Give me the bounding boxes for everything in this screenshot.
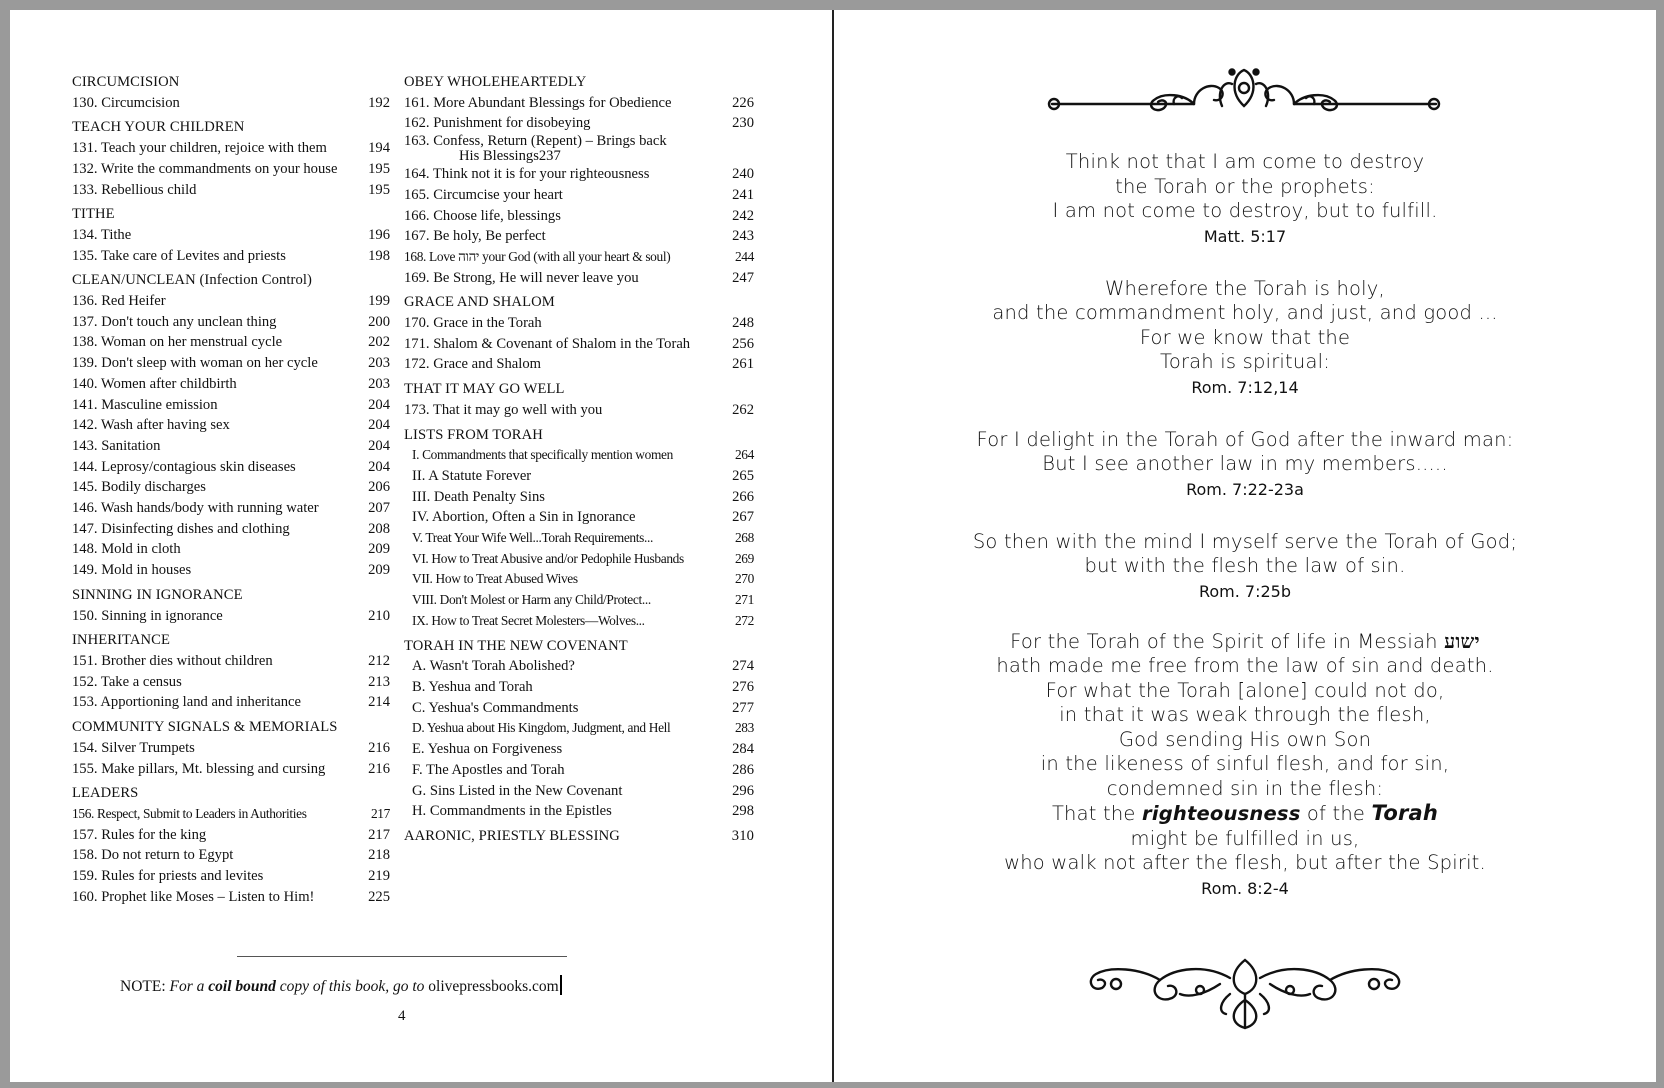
entry-title: 148. Mold in cloth (72, 541, 181, 558)
entry-title: III. Death Penalty Sins (412, 488, 545, 505)
page-ref: 267 (732, 509, 754, 526)
page-ref: 202 (368, 334, 390, 351)
toc-entry[interactable] (404, 206, 754, 227)
note-italic-2: copy of this book, go to (275, 978, 429, 995)
toc-entry[interactable] (404, 445, 754, 466)
toc-entry[interactable] (72, 138, 390, 159)
toc-section-heading[interactable]: AARONIC, PRIESTLY BLESSING 310 (404, 826, 754, 847)
verse-line: God sending His own Son (1118, 727, 1372, 751)
verse-line: For I delight in the Torah of God after the inward man: (976, 427, 1514, 451)
entry-title: 150. Sinning in ignorance (72, 607, 223, 624)
page-ref: 206 (368, 479, 390, 496)
page-ref: 230 (732, 115, 754, 132)
toc-section-heading: COMMUNITY SIGNALS & MEMORIALS (72, 719, 338, 736)
entry-title: 164. Think not it is for your righteousness (404, 166, 650, 183)
page-ref: 199 (368, 293, 390, 310)
toc-entry[interactable] (72, 825, 390, 846)
toc-entry[interactable] (72, 519, 390, 540)
toc-entry[interactable] (72, 246, 390, 267)
page-ref: 265 (732, 467, 754, 484)
page-ref: 216 (368, 760, 390, 777)
toc-entry[interactable] (72, 692, 390, 713)
entry-title: 143. Sanitation (72, 437, 161, 454)
page-ref: 242 (732, 207, 754, 224)
page-ref: 198 (368, 247, 390, 264)
page-ref: 196 (368, 226, 390, 243)
entry-title: 165. Circumcise your heart (404, 186, 563, 203)
toc-entry[interactable] (72, 477, 390, 498)
entry-title: 144. Leprosy/contagious skin diseases (72, 458, 296, 475)
entry-title: 158. Do not return to Egypt (72, 847, 234, 864)
toc-entry[interactable] (404, 487, 754, 508)
page-ref: 226 (732, 94, 754, 111)
toc-entry[interactable] (72, 415, 390, 436)
page-ref: 283 (734, 720, 754, 736)
toc-entry[interactable] (404, 334, 754, 355)
toc-entry[interactable] (404, 656, 754, 677)
toc-entry[interactable] (404, 268, 754, 289)
toc-entry[interactable] (72, 672, 390, 693)
entry-title: 146. Wash hands/body with running water (72, 500, 319, 517)
page-ref: 195 (368, 160, 390, 177)
page-ref: 204 (368, 396, 390, 413)
toc-section-heading: CIRCUMCISION (72, 74, 180, 90)
toc-entry[interactable] (404, 164, 754, 185)
toc-section-heading: TORAH IN THE NEW COVENANT (404, 637, 628, 654)
verse-block (834, 150, 1656, 249)
toc-entry[interactable] (72, 651, 390, 672)
page-ref: 272 (734, 612, 754, 628)
entry-title: 169. Be Strong, He will never leave you (404, 269, 639, 286)
verse-reference: Rom. 7:22-23a (1186, 479, 1304, 499)
bottom-ornament-icon (1080, 954, 1410, 1032)
entry-title: 137. Don't touch any unclean thing (72, 313, 277, 330)
verse-line: in that it was weak through the flesh, (1059, 703, 1431, 726)
verse-line: who walk not after the flesh, but after the Spirit. (1004, 851, 1486, 874)
hebrew-name: ישוע (1444, 629, 1480, 653)
toc-entry[interactable] (404, 226, 754, 247)
toc-section-heading: TEACH YOUR CHILDREN (72, 119, 245, 136)
verse-line: I am not come to destroy, but to fulfill. (1052, 199, 1438, 222)
entry-title: 131. Teach your children, rejoice with them (72, 140, 327, 157)
page-ref: 262 (732, 401, 754, 418)
entry-title: H. Commandments in the Epistles (412, 803, 612, 820)
toc-entry[interactable]: 163. Confess, Return (Repent) – Brings back His Blessings 237 (404, 133, 667, 165)
entry-title: 155. Make pillars, Mt. blessing and cursing (72, 760, 326, 777)
page-ref: 204 (368, 437, 390, 454)
toc-entry[interactable] (404, 507, 754, 528)
page-ref: 247 (732, 269, 754, 286)
verse-line: So then with the mind I myself serve the Torah of God; (972, 529, 1518, 553)
entry-title: I. Commandments that specifically mention women (412, 447, 673, 463)
entry-title: 132. Write the commandments on your house (72, 160, 338, 177)
toc-entry[interactable] (72, 291, 390, 312)
page-ref: 270 (734, 571, 754, 587)
page-ref: 298 (732, 803, 754, 820)
page-ref: 195 (368, 181, 390, 198)
entry-title: V. Treat Your Wife Well...Torah Requirements... (412, 530, 653, 546)
entry-title: 130. Circumcision (72, 94, 180, 111)
page-ref: 286 (732, 761, 754, 778)
verse-reference: Rom. 7:12,14 (1191, 377, 1299, 397)
verse-line: But I see another law in my members..... (1042, 452, 1448, 475)
toc-entry[interactable] (72, 332, 390, 353)
toc-entry[interactable] (72, 225, 390, 246)
entry-title: 172. Grace and Shalom (404, 356, 541, 373)
note-divider (237, 956, 567, 957)
verse-line: and the commandment holy, and just, and good ... (992, 301, 1498, 324)
toc-entry[interactable] (404, 801, 754, 822)
entry-title: IX. How to Treat Secret Molesters—Wolves... (412, 612, 645, 628)
toc-section-heading: LISTS FROM TORAH (404, 426, 543, 443)
page-ref: 237 (538, 148, 561, 165)
toc-entry[interactable] (72, 159, 390, 180)
entry-title: 162. Punishment for disobeying (404, 115, 591, 132)
text-cursor (560, 975, 562, 995)
toc-entry[interactable] (404, 677, 754, 698)
entry-title: 168. Love יהוה your God (with all your heart & soul) (404, 248, 671, 264)
note-prefix: NOTE: (120, 978, 170, 995)
toc-section-heading: GRACE AND SHALOM (404, 294, 555, 311)
page-ref: 310 (731, 827, 754, 844)
toc-entry[interactable] (404, 313, 754, 334)
entry-title: 154. Silver Trumpets (72, 739, 195, 756)
entry-title: B. Yeshua and Torah (412, 678, 533, 695)
entry-title: 138. Woman on her menstrual cycle (72, 334, 283, 351)
page-ref: 204 (368, 458, 390, 475)
page-ref: 248 (732, 315, 754, 332)
verse-line: That the righteousness of the Torah (1051, 801, 1439, 825)
verse-line: the Torah or the prophets: (1115, 174, 1375, 198)
entry-title: F. The Apostles and Torah (412, 761, 565, 778)
note-italic-1: For a (169, 978, 209, 995)
page-ref: 261 (732, 356, 754, 373)
top-ornament-icon (1044, 62, 1444, 128)
verse-line: For we know that the (1139, 325, 1351, 349)
entry-title: 159. Rules for priests and levites (72, 868, 264, 885)
page-ref: 244 (734, 248, 754, 264)
verse-line: condemned sin in the flesh: (1106, 776, 1384, 800)
toc-section-heading: TITHE (72, 206, 115, 223)
verse-line: hath made me free from the law of sin and death. (996, 654, 1494, 677)
page-ref: 269 (734, 550, 754, 566)
toc-section-heading: LEADERS (72, 785, 139, 802)
entry-title: 145. Bodily discharges (72, 479, 206, 496)
page-ref: 243 (732, 228, 754, 245)
page-ref: 216 (368, 739, 390, 756)
note-bold: coil bound (208, 978, 276, 995)
toc-section-heading: THAT IT MAY GO WELL (404, 381, 565, 398)
entry-title: 140. Women after childbirth (72, 375, 237, 392)
entry-title: 142. Wash after having sex (72, 417, 230, 434)
toc-entry[interactable] (72, 353, 390, 374)
note-site: olivepressbooks.com (428, 978, 559, 995)
verse-line: Think not that I am come to destroy (1065, 150, 1425, 173)
verse-line: in the likeness of sinful flesh, and for sin, (1040, 752, 1450, 775)
entry-title: 149. Mold in houses (72, 562, 192, 579)
page-ref: 213 (368, 673, 390, 690)
page-ref: 296 (732, 782, 754, 799)
page-ref: 225 (368, 888, 390, 905)
toc-entry[interactable] (72, 845, 390, 866)
entry-title: 136. Red Heifer (72, 293, 166, 310)
toc-section-heading: CLEAN/UNCLEAN (Infection Control) (72, 272, 312, 289)
verse-reference: Matt. 5:17 (1203, 226, 1287, 246)
page-ref: 268 (734, 530, 754, 546)
entry-title: 166. Choose life, blessings (404, 207, 561, 224)
toc-entry[interactable] (72, 457, 390, 478)
toc-entry[interactable] (72, 374, 390, 395)
toc-entry[interactable] (404, 185, 754, 206)
left-page (10, 10, 832, 1082)
toc-entry[interactable] (72, 180, 390, 201)
page-number: 4 (398, 1008, 406, 1024)
toc-entry[interactable] (72, 887, 390, 908)
entry-title: 147. Disinfecting dishes and clothing (72, 520, 290, 537)
entry-title: VI. How to Treat Abusive and/or Pedophile Husbands (412, 550, 684, 566)
entry-title: 167. Be holy, Be perfect (404, 228, 546, 245)
entry-title: 135. Take care of Levites and priests (72, 247, 286, 264)
entry-title: 171. Shalom & Covenant of Shalom in the Torah (404, 335, 691, 352)
verse-line: Torah is spiritual: (1160, 350, 1330, 373)
toc-entry[interactable] (404, 113, 754, 134)
page-ref: 209 (368, 541, 390, 558)
toc-entry[interactable] (404, 611, 754, 632)
toc-entry[interactable] (72, 738, 390, 759)
toc-entry[interactable] (404, 549, 754, 570)
page-ref: 219 (368, 868, 390, 885)
page-ref: 207 (368, 500, 390, 517)
toc-column-2 (404, 72, 754, 847)
toc-entry[interactable] (72, 436, 390, 457)
toc-entry[interactable] (404, 569, 754, 590)
page-ref: 194 (368, 140, 390, 157)
page-ref: 277 (732, 699, 754, 716)
right-page (834, 10, 1656, 1082)
verse-block (834, 428, 1656, 502)
verse-block (834, 277, 1656, 400)
toc-entry[interactable] (404, 718, 754, 739)
toc-entry[interactable] (72, 395, 390, 416)
toc-entry[interactable] (404, 466, 754, 487)
toc-entry[interactable] (404, 93, 754, 114)
toc-entry[interactable] (72, 498, 390, 519)
verse-line: For what the Torah [alone] could not do, (1045, 678, 1445, 702)
page-ref: 208 (368, 520, 390, 537)
toc-entry[interactable] (72, 606, 390, 627)
toc-entry[interactable] (404, 760, 754, 781)
page-ref: 203 (368, 375, 390, 392)
page-ref: 274 (732, 658, 754, 675)
entry-title: 141. Masculine emission (72, 396, 218, 413)
toc-entry[interactable] (404, 739, 754, 760)
verse-block (834, 530, 1656, 604)
page-ref: 256 (732, 335, 754, 352)
page-ref: 284 (732, 741, 754, 758)
page-ref: 212 (368, 652, 390, 669)
entry-title: C. Yeshua's Commandments (412, 699, 579, 716)
toc-entry[interactable] (72, 312, 390, 333)
toc-entry[interactable] (404, 781, 754, 802)
verse-line: might be fulfilled in us, (1130, 826, 1360, 850)
entry-title: 151. Brother dies without children (72, 652, 273, 669)
toc-column-1 (72, 72, 390, 907)
toc-entry[interactable] (72, 539, 390, 560)
page-ref: 203 (368, 355, 390, 372)
entry-title: 153. Apportioning land and inheritance (72, 694, 301, 711)
entry-title: 161. More Abundant Blessings for Obedience (404, 94, 672, 111)
entry-title: 134. Tithe (72, 226, 132, 243)
page-ref: 271 (734, 592, 754, 608)
entry-title: II. A Statute Forever (412, 467, 532, 484)
toc-section-heading: INHERITANCE (72, 632, 171, 649)
verse-line: but with the flesh the law of sin. (1084, 554, 1406, 577)
toc-entry[interactable] (404, 247, 754, 268)
page-ref: 210 (368, 607, 390, 624)
toc-entry[interactable] (404, 590, 754, 611)
entry-title: VIII. Don't Molest or Harm any Child/Protect... (412, 592, 651, 608)
page-ref: 214 (368, 694, 390, 711)
page-ref: 218 (368, 847, 390, 864)
toc-section-heading: SINNING IN IGNORANCE (72, 586, 243, 603)
toc-entry[interactable] (72, 866, 390, 887)
verse-reference: Rom. 8:2-4 (1201, 878, 1289, 898)
page-ref: 204 (368, 417, 390, 434)
entry-title: 152. Take a census (72, 673, 182, 690)
toc-entry[interactable] (72, 93, 390, 114)
page-ref: 266 (732, 488, 754, 505)
page-ref: 241 (732, 186, 754, 203)
page-ref: 240 (732, 166, 754, 183)
scripture-block (834, 150, 1656, 901)
entry-title: 133. Rebellious child (72, 181, 197, 198)
entry-title: 160. Prophet like Moses – Listen to Him! (72, 888, 315, 905)
entry-title: D. Yeshua about His Kingdom, Judgment, and Hell (412, 720, 671, 736)
entry-title: G. Sins Listed in the New Covenant (412, 782, 623, 799)
entry-title: IV. Abortion, Often a Sin in Ignorance (412, 509, 636, 526)
verse-block: For the Torah of the Spirit of life in Messiah ישוע hath made me free from the law of sin and death. For what the Torah [alone] could not do, in that it was weak through the flesh, God sending His own Son in the likeness of sinful flesh, and for sin, condemned sin in the flesh: That the righteousness of the Torah might be fulfilled in us, who walk not after the flesh, but after the Spirit. Rom. 8:2-4 (834, 630, 1656, 901)
entry-title: 157. Rules for the king (72, 826, 207, 843)
toc-entry[interactable] (404, 528, 754, 549)
entry-title: 173. That it may go well with you (404, 401, 603, 418)
toc-entry[interactable] (404, 400, 754, 421)
toc-section-heading: OBEY WHOLEHEARTEDLY (404, 74, 587, 90)
toc-entry[interactable] (404, 698, 754, 719)
page-ref: 209 (368, 562, 390, 579)
page-ref: 192 (368, 94, 390, 111)
entry-title: 139. Don't sleep with woman on her cycle (72, 355, 318, 372)
toc-entry[interactable] (404, 354, 754, 375)
entry-title: E. Yeshua on Forgiveness (412, 741, 563, 758)
entry-title: 156. Respect, Submit to Leaders in Authorities (72, 805, 307, 821)
entry-title: VII. How to Treat Abused Wives (412, 571, 578, 587)
verse-line: Wherefore the Torah is holy, (1105, 276, 1385, 300)
verse-reference: Rom. 7:25b (1198, 581, 1292, 601)
entry-title: A. Wasn't Torah Abolished? (412, 658, 575, 675)
footnote[interactable] (120, 975, 562, 996)
page-ref: 200 (368, 313, 390, 330)
toc-entry[interactable] (72, 759, 390, 780)
toc-entry[interactable] (72, 560, 390, 581)
entry-title: 170. Grace in the Torah (404, 315, 542, 332)
toc-entry[interactable] (72, 804, 390, 825)
page-ref: 264 (734, 447, 754, 463)
page-ref: 217 (368, 826, 390, 843)
page-ref: 276 (732, 678, 754, 695)
page-ref: 217 (370, 805, 390, 821)
